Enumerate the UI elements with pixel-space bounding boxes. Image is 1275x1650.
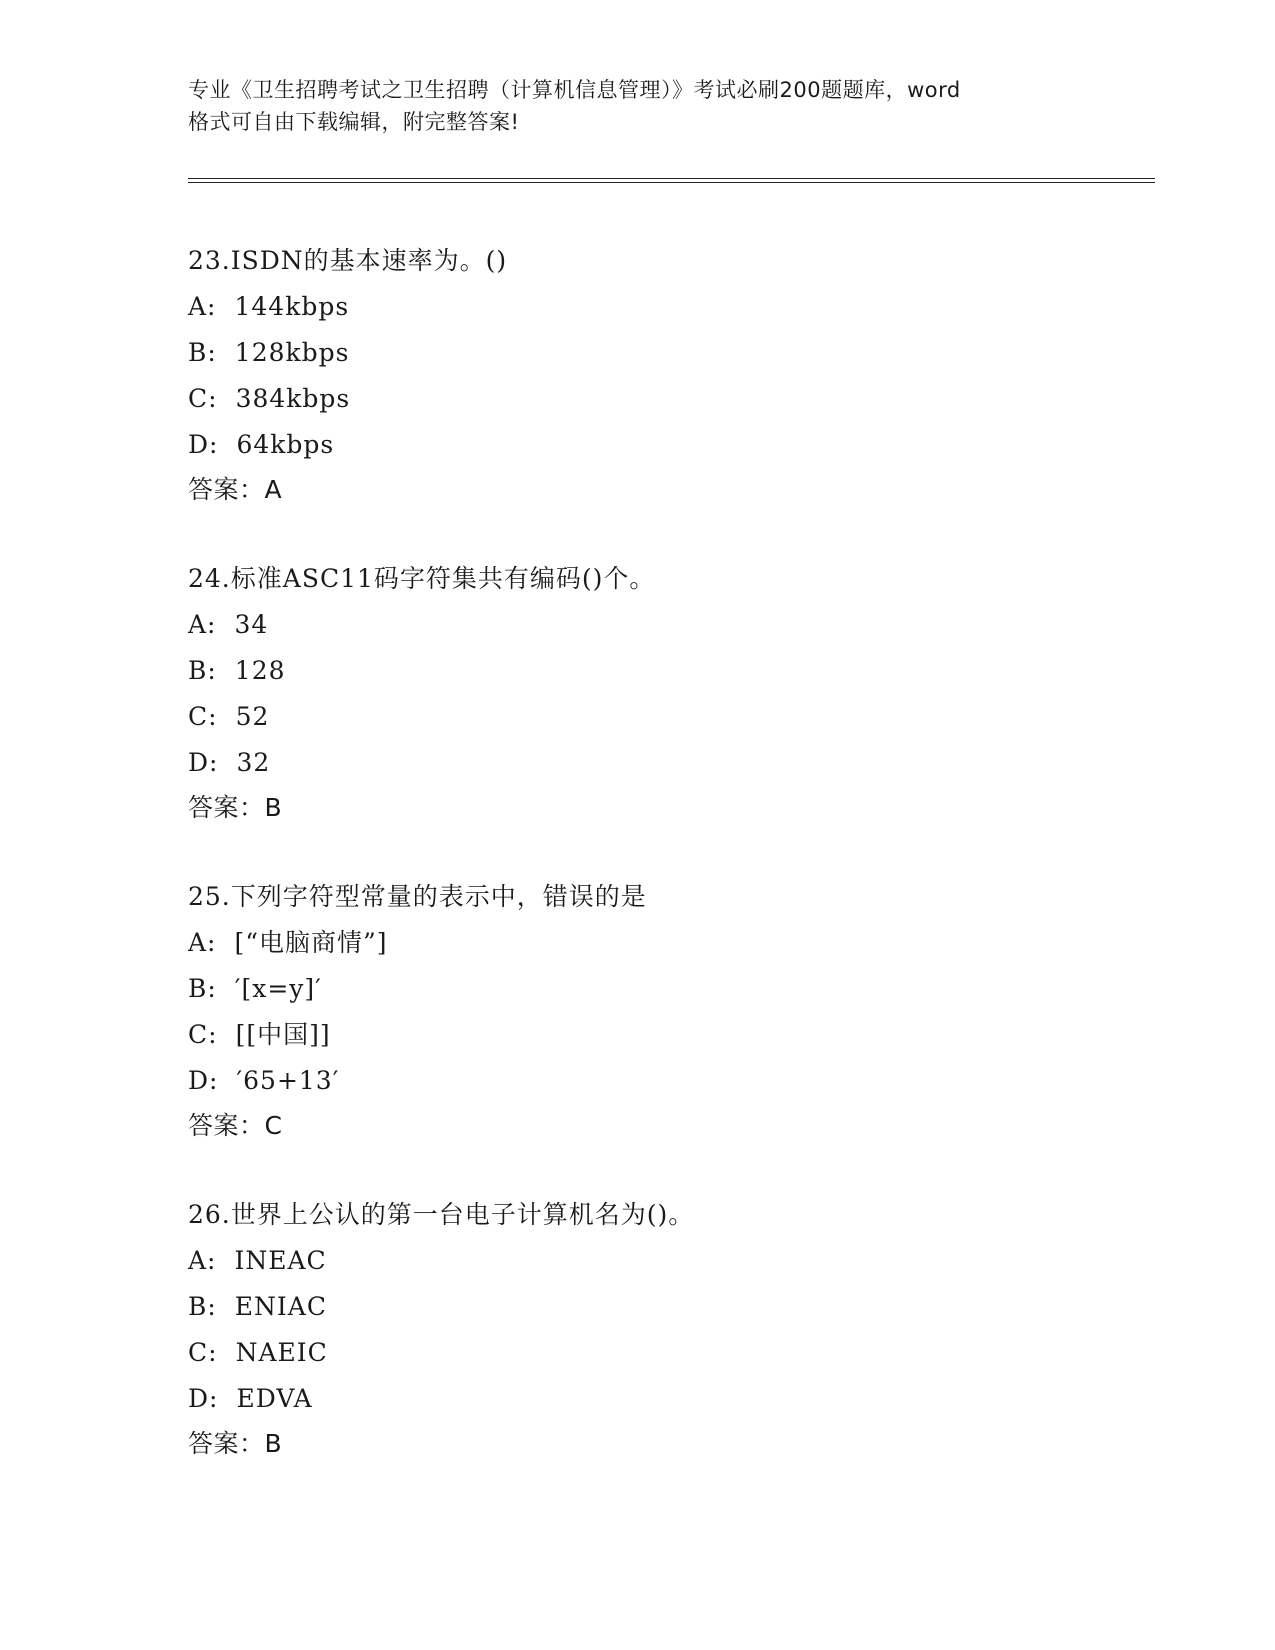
option-a [188,284,1138,330]
option-d [188,1058,1138,1104]
header-divider-bottom [188,182,1155,183]
question-23 [188,238,1138,512]
option-d [188,422,1138,468]
option-a [188,602,1138,648]
option-text: 384kbps [235,384,351,413]
question-stem: 26.世界上公认的第一台电子计算机名为()。 [188,1200,695,1229]
answer-line: 答案：B [188,1429,283,1458]
option-text: 34 [234,610,269,639]
option-text: 144kbps [234,292,350,321]
answer-line: 答案：C [188,1111,283,1140]
header-line-2: 格式可自由下载编辑，附完整答案! [188,110,520,134]
option-key: B: [188,338,217,367]
option-b [188,1284,1138,1330]
answer-line: 答案：A [188,475,283,504]
option-key: B: [188,1292,217,1321]
option-key: C: [188,1338,218,1367]
option-key: D: [188,1384,219,1413]
option-key: A: [188,928,217,957]
answer-line: 答案：B [188,793,283,822]
option-d [188,1376,1138,1422]
option-b [188,330,1138,376]
option-a [188,920,1138,966]
question-list [188,238,1138,1510]
option-text: EDVA [236,1384,313,1413]
option-text: ′[x=y]′ [234,974,322,1003]
option-key: B: [188,974,217,1003]
document-header [188,74,1088,138]
option-key: B: [188,656,217,685]
option-text: ′65+13′ [236,1066,340,1095]
option-text: 128 [234,656,286,685]
option-key: D: [188,430,219,459]
option-text: [[中国]] [235,1020,331,1049]
question-24 [188,556,1138,830]
header-divider-top [188,178,1155,179]
option-c [188,1012,1138,1058]
option-c [188,1330,1138,1376]
option-key: C: [188,1020,218,1049]
option-key: D: [188,1066,219,1095]
option-b [188,648,1138,694]
option-text: [“电脑商情”] [234,928,388,957]
option-c [188,694,1138,740]
header-line-1: 专业《卫生招聘考试之卫生招聘（计算机信息管理）》考试必刷200题题库，word [188,78,961,102]
option-text: 64kbps [236,430,335,459]
option-key: A: [188,292,217,321]
option-text: ENIAC [234,1292,327,1321]
option-c [188,376,1138,422]
option-text: 128kbps [234,338,350,367]
option-key: D: [188,748,219,777]
option-text: 52 [235,702,270,731]
question-stem: 23.ISDN的基本速率为。() [188,246,508,275]
option-text: INEAC [234,1246,327,1275]
option-d [188,740,1138,786]
option-key: C: [188,702,218,731]
option-b [188,966,1138,1012]
question-26 [188,1192,1138,1466]
option-key: A: [188,1246,217,1275]
option-a [188,1238,1138,1284]
question-25 [188,874,1138,1148]
question-stem: 24.标准ASC11码字符集共有编码()个。 [188,564,656,593]
option-text: NAEIC [235,1338,328,1367]
question-stem: 25.下列字符型常量的表示中，错误的是 [188,882,647,911]
option-text: 32 [236,748,271,777]
option-key: A: [188,610,217,639]
option-key: C: [188,384,218,413]
